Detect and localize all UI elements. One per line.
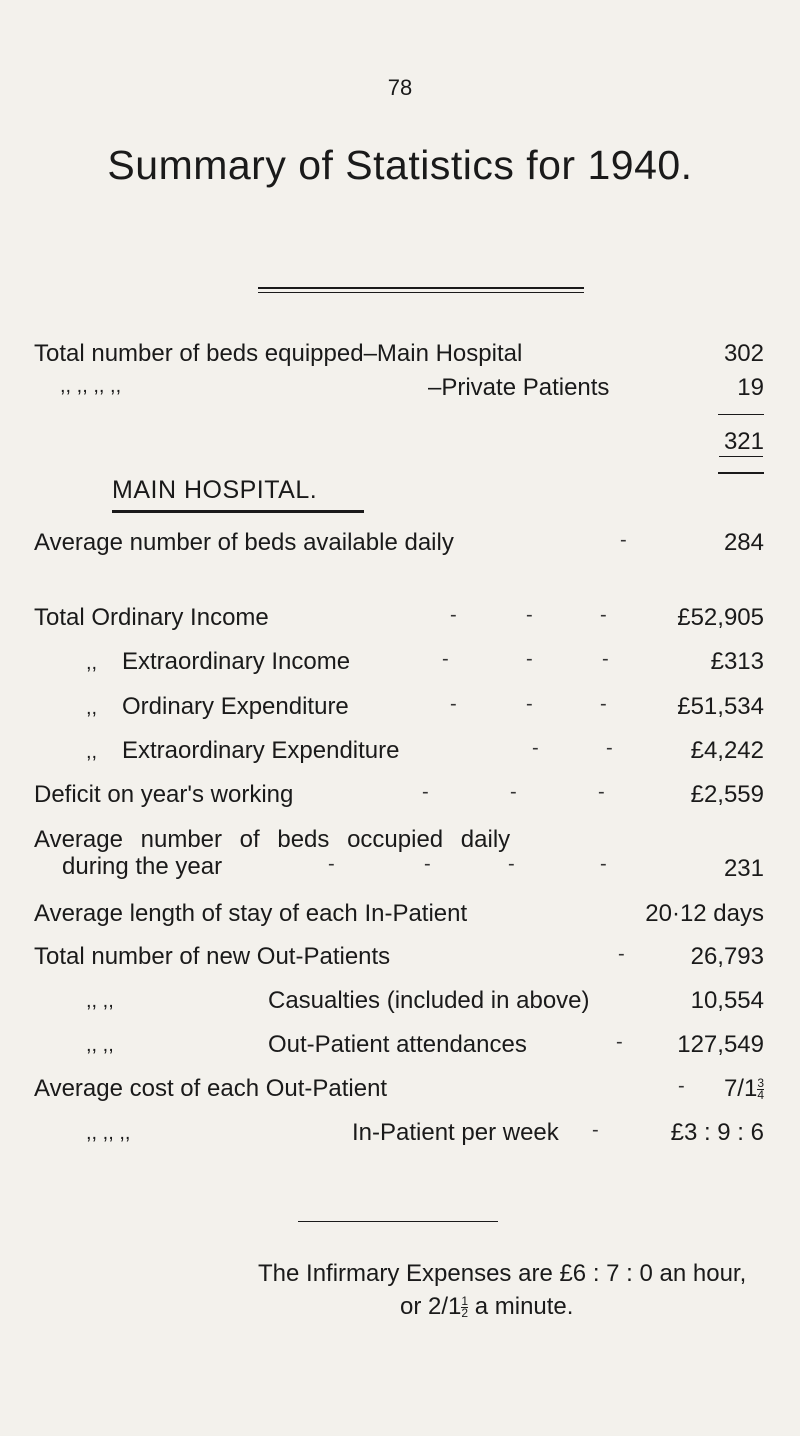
outpatients-label-1: Casualties (included in above) — [268, 987, 590, 1014]
footer-line2 — [400, 1293, 573, 1321]
outpatients-label-2: Out-Patient attendances — [268, 1031, 527, 1058]
finance-label-0: Total Ordinary Income — [34, 604, 269, 631]
leader-mark: - — [510, 781, 517, 803]
beds-sum-rule — [718, 414, 764, 415]
finance-label-2: Ordinary Expenditure — [122, 693, 349, 720]
title-rule-bottom — [258, 292, 584, 293]
finance-value-3: £4,242 — [690, 737, 764, 764]
leader-mark: - — [606, 737, 613, 759]
outpatients-ditto-1: ,, ,, — [86, 990, 114, 1012]
finance-value-4: £2,559 — [690, 781, 764, 808]
footer-line2-post: a minute. — [468, 1293, 574, 1320]
leader-mark: - — [450, 693, 457, 715]
cost-out-value — [724, 1075, 764, 1103]
beds-main-row — [34, 340, 764, 370]
title-rule-top — [258, 287, 584, 289]
leader-mark: - — [422, 781, 429, 803]
footer-fraction-num: 1 — [461, 1294, 469, 1309]
finance-value-2: £51,534 — [677, 693, 764, 720]
outpatients-value-0: 26,793 — [690, 943, 764, 970]
leader-mark: - — [508, 853, 515, 875]
beds-private-label: –Private Patients — [428, 374, 610, 401]
leader-mark: - — [526, 693, 533, 715]
leader-mark: - — [532, 737, 539, 759]
page-number: 78 — [387, 75, 413, 100]
leader-mark: - — [526, 604, 533, 626]
section-heading-underline — [112, 510, 364, 513]
leader-mark: - — [526, 648, 533, 670]
beds-main-value: 302 — [723, 340, 764, 367]
finance-label-4: Deficit on year's working — [34, 781, 294, 808]
leader-mark: - — [592, 1119, 599, 1141]
avg-beds-label: Average number of beds available daily — [34, 529, 454, 556]
leader-mark: - — [616, 1031, 623, 1053]
cost-in-ditto: ,, ,, ,, — [86, 1122, 131, 1144]
footer-line2-pre: or 2/1 — [400, 1293, 462, 1320]
cost-out-whole: 7/1 — [723, 1075, 758, 1102]
finance-label-3: Extraordinary Expenditure — [122, 737, 400, 764]
beds-main-label: Total number of beds equipped–Main Hospital — [34, 340, 523, 367]
outpatients-value-1: 10,554 — [690, 987, 764, 1014]
finance-label-1: Extraordinary Income — [122, 648, 351, 675]
avg-beds-value: 284 — [723, 529, 764, 556]
leader-mark: - — [598, 781, 605, 803]
leader-mark: - — [424, 853, 431, 875]
finance-value-1: £313 — [710, 648, 764, 675]
page-title: Summary of Statistics for 1940. — [107, 142, 693, 188]
cost-out-label: Average cost of each Out-Patient — [34, 1075, 388, 1102]
leader-mark: - — [602, 648, 609, 670]
cost-in-value: £3 : 9 : 6 — [670, 1119, 764, 1146]
beds-total-value: 321 — [723, 428, 764, 455]
occupied-line1: Average number of beds occupied daily — [34, 826, 511, 853]
outpatients-label-0: Total number of new Out-Patients — [34, 943, 391, 970]
occupied-line2: during the year — [62, 853, 223, 880]
leader-mark: - — [620, 529, 627, 551]
occupied-value: 231 — [723, 855, 764, 882]
leader-mark: - — [600, 604, 607, 626]
beds-private-value: 19 — [737, 374, 764, 401]
section-heading: MAIN HOSPITAL. — [112, 476, 318, 504]
stay-label: Average length of stay of each In-Patient — [34, 900, 468, 927]
leader-mark: - — [618, 943, 625, 965]
leader-mark: - — [678, 1075, 685, 1097]
beds-total-underline — [719, 456, 763, 457]
outpatients-value-2: 127,549 — [677, 1031, 764, 1058]
finance-ditto-1: ,, — [86, 652, 98, 674]
leader-mark: - — [450, 604, 457, 626]
footer-line1: The Infirmary Expenses are £6 : 7 : 0 an hour, — [258, 1260, 747, 1287]
leader-mark: - — [328, 853, 335, 875]
beds-total-double-rule — [718, 472, 764, 474]
outpatients-ditto-2: ,, ,, — [86, 1034, 114, 1056]
stay-value: 20·12 days — [645, 900, 764, 927]
leader-mark: - — [600, 853, 607, 875]
cost-out-fraction-den: 4 — [757, 1088, 764, 1103]
footer-rule — [298, 1221, 498, 1222]
cost-out-fraction-num: 3 — [757, 1076, 764, 1091]
beds-private-ditto: ,, ,, ,, ,, — [60, 375, 122, 397]
leader-mark: - — [600, 693, 607, 715]
finance-ditto-2: ,, — [86, 697, 98, 719]
cost-in-label: In-Patient per week — [352, 1119, 559, 1146]
finance-value-0: £52,905 — [677, 604, 764, 631]
leader-mark: - — [442, 648, 449, 670]
finance-ditto-3: ,, — [86, 741, 98, 763]
cost-out-fraction — [757, 1078, 764, 1101]
footer-fraction-den: 2 — [461, 1306, 469, 1321]
